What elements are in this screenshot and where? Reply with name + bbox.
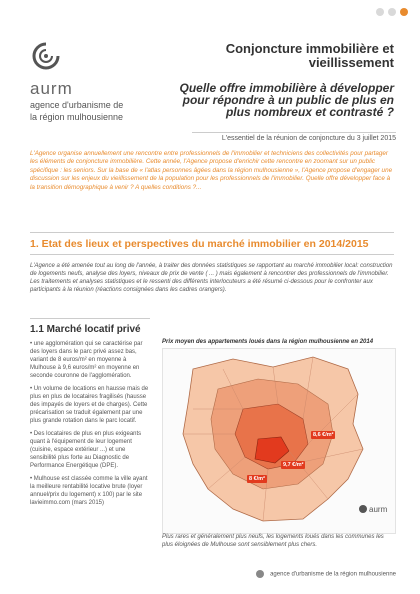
dot-2 [388,8,396,16]
section-divider-top [30,232,394,233]
logo-tagline-2: la région mulhousienne [30,112,124,122]
map-caption: Plus rares et généralement plus neufs, les logements loués dans les communes les plus éloignées de Mulhouse sont sensiblement plus chers. [162,534,384,548]
map-label-east: 8,6 €/m² [313,432,334,438]
rent-map [162,348,396,534]
section-paragraph: L'Agence a été amenée tout au long de l'année, à traiter des données statistiques se rapportant au marché immobilier local: construction de logements neufs, analyse des loyers, niveaux de prix de vente ( ... ) mais également à rencontrer des professionnels de l'immobilier. Les traitements et analyses statistiques et le ressenti des différents interlocuteurs a été résumé ci-dessous pour le confronter aux participants à la réunion (réactions consignées dans les cadres orangers). [30,263,393,293]
dot-3 [400,8,408,16]
subsection-title: 1.1 Marché locatif privé [30,324,141,335]
page-title: Conjoncture immobilière et vieillissement [225,41,394,70]
page-subtitle: Quelle offre immobilière à développer pour répondre à un public de plus en plus nombreux et contrasté ? [179,81,394,119]
bullet-item: • Un volume de locations en hausse mais de plus en plus de locataires fragilisés (hausse des impayés de loyers et de charges). Cette précarisation se traduit également par une plus grande rotation dans le parc locatif. [30,386,149,424]
aurm-logo-icon [30,40,62,72]
intro-text: L'Agence organise annuellement une rencontre entre professionnels de l'immobilier et techniciens des collectivités pour partager les éléments de conjoncture immobilière. Cette année, l'Agence propose d'enrichir cette rencontre en zoomant sur un public spécifique : les seniors. Sur la base de « l'atlas personnes âgées dans la région mulhousienne », l'Agence propose d'engager une discussion sur les enjeux du vieillissement de la population pour les professionnels de l'immobilier. Quelle offre développer face à la transition démographique à venir ? A quelles conditions ?... [30,150,393,191]
page-dots [376,8,408,16]
rent-map-graphic [163,349,395,533]
logo-word: aurm [30,79,73,98]
subsection-divider [30,318,150,319]
footer-logo-icon [256,570,264,578]
logo-tagline-1: agence d'urbanisme de [30,100,124,110]
map-logo-word: aurm [369,505,388,514]
map-label-south: 8 €/m² [249,476,265,482]
aurm-logo [30,40,140,123]
bullet-item: • Mulhouse est classée comme la ville ayant la meilleure rentabilité locative brute (loyer annuel/prix du logement) x 100) par le site lavieimmo.com (mars 2015) [30,476,148,506]
map-title: Prix moyen des appartements loués dans la région mulhousienne en 2014 [162,339,374,345]
page-footer [0,570,420,578]
map-label-center: 9,7 €/m² [283,462,304,468]
bullet-item: • une agglomération qui se caractérise par des loyers dans le parc privé assez bas, variant de 8 euros/m² en moyenne à Mulhouse à 9,6 euros/m² en moyenne en seconde couronne de l'agglomération. [30,341,143,379]
bullet-list [30,340,150,512]
dot-1 [376,8,384,16]
section-divider-bottom [30,254,394,255]
bullet-item: • Des locataires de plus en plus exigeants quant à l'équipement de leur logement (cuisine, espace extérieur ...) et une sensibilité plus forte au Diagnostic de Performance Energétique (DPE). [30,431,142,469]
footer-text: agence d'urbanisme de la région mulhousienne [270,571,396,578]
meeting-note: L'essentiel de la réunion de conjoncture du 3 juillet 2015 [192,132,396,142]
section-title: 1. Etat des lieux et perspectives du marché immobilier en 2014/2015 [30,238,369,250]
